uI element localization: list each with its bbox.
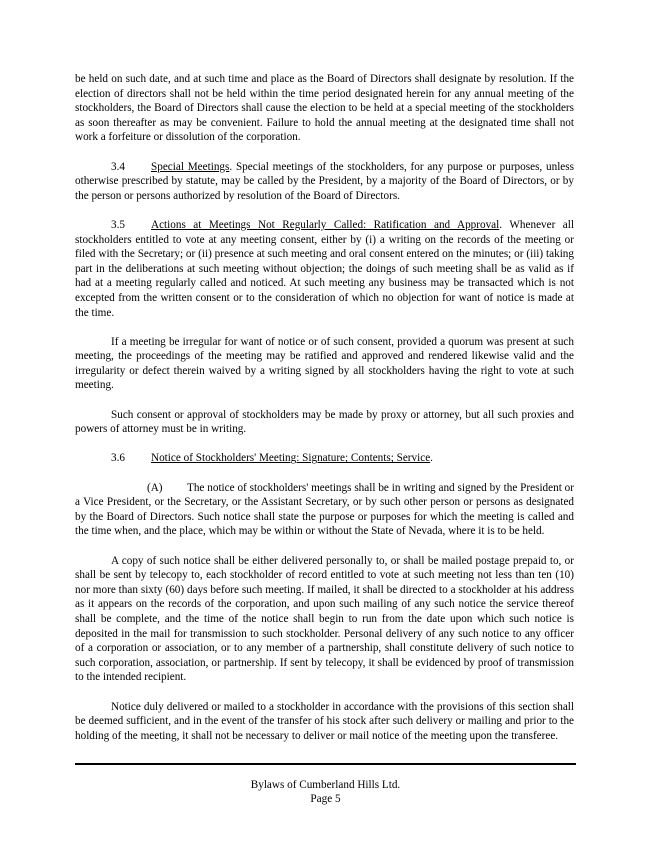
paragraph-label: (A): [147, 481, 163, 494]
section-period: .: [430, 452, 433, 465]
section-3-6: [75, 451, 574, 466]
page-footer: [75, 778, 576, 806]
section-number: 3.4: [111, 160, 125, 173]
paragraph-continuation: be held on such date, and at such time and place as the Board of Directors shall designate by resolution. If the election of directors shall not be held within the time period designated herein for any annual meeting of the stockholders, the Board of Directors shall cause the election to be held at a special meeting of the stockholders as soon thereafter as may be convenient. Failure to hold the annual meeting at the designated time shall not work a forfeiture or dissolution of the corporation.: [75, 73, 574, 144]
footer-rule: [75, 763, 576, 765]
paragraph-irregular-meeting: If a meeting be irregular for want of notice or of such consent, provided a quorum was present at such meeting, the proceedings of the meeting may be ratified and approved and rendered likewise valid and the irregularity or defect therein waived by a writing signed by all stockholders having the right to vote at such meeting.: [75, 335, 574, 392]
section-3-5: [75, 218, 574, 320]
footer-title: Bylaws of Cumberland Hills Ltd.: [250, 779, 401, 791]
section-number: 3.6: [111, 452, 125, 465]
section-title: Actions at Meetings Not Regularly Called: Ratification and Approval: [151, 218, 500, 231]
paragraph-a: [75, 481, 574, 539]
section-3-4: [75, 160, 574, 204]
document-body: [75, 72, 574, 758]
section-number: 3.5: [111, 218, 125, 231]
paragraph-proxy: Such consent or approval of stockholders may be made by proxy or attorney, but all such proxies and powers of attorney must be in writing.: [75, 408, 574, 436]
page-number: Page 5: [310, 793, 341, 806]
section-title: Notice of Stockholders' Meeting: Signature; Contents; Service: [151, 452, 431, 465]
section-title: Special Meetings: [151, 160, 230, 173]
section-text: . Special meetings of the stockholders, for any purpose or purposes, unless otherwise prescribed by statute, may be called by the President, by a majority of the Board of Directors, or by the person or persons authorized by resolution of the Board of Directors.: [75, 160, 574, 202]
paragraph-notice-copy: A copy of such notice shall be either delivered personally to, or shall be mailed postage prepaid to, or shall be sent by telecopy to, each stockholder of record entitled to vote at such meeting not less than ten (10) nor more than sixty (60) days before such meeting. If mailed, it shall be directed to a stockholder at his address as it appears on the records of the corporation, and upon such mailing of any such notice the service thereof shall be complete, and the time of the notice shall begin to run from the date upon which such notice is deposited in the mail for transmission to such stockholder. Personal delivery of any such notice to any officer of a corporation or association, or to any member of a partnership, shall constitute delivery of such notice to such corporation, association, or partnership. If sent by telecopy, it shall be evidenced by proof of transmission to the intended recipient.: [75, 554, 574, 684]
section-text: . Whenever all stockholders entitled to vote at any meeting consent, either by (i) a writing on the records of the meeting or filed with the Secretary; or (ii) presence at such meeting and oral consent entered on the minutes; or (iii) taking part in the deliberations at such meeting without objection; the doings of such meeting shall be as valid as if had at a meeting regularly called and noticed. At such meeting any business may be transacted which is not excepted from the written consent or to the consideration of which no objection for want of notice is made at the time.: [75, 218, 574, 319]
paragraph-text: The notice of stockholders' meetings shall be in writing and signed by the President or a Vice President, or the Secretary, or the Assistant Secretary, or by such other person or persons as designated by the Board of Directors. Such notice shall state the purpose or purposes for which the meeting is called and the time when, and the place, which may be within or without the State of Nevada, where it is to be held.: [75, 481, 574, 538]
paragraph-notice-delivered: Notice duly delivered or mailed to a stockholder in accordance with the provisions of this section shall be deemed sufficient, and in the event of the transfer of his stock after such delivery or mailing and prior to the holding of the meeting, it shall not be necessary to deliver or mail notice of the meeting upon the transferee.: [75, 700, 574, 742]
